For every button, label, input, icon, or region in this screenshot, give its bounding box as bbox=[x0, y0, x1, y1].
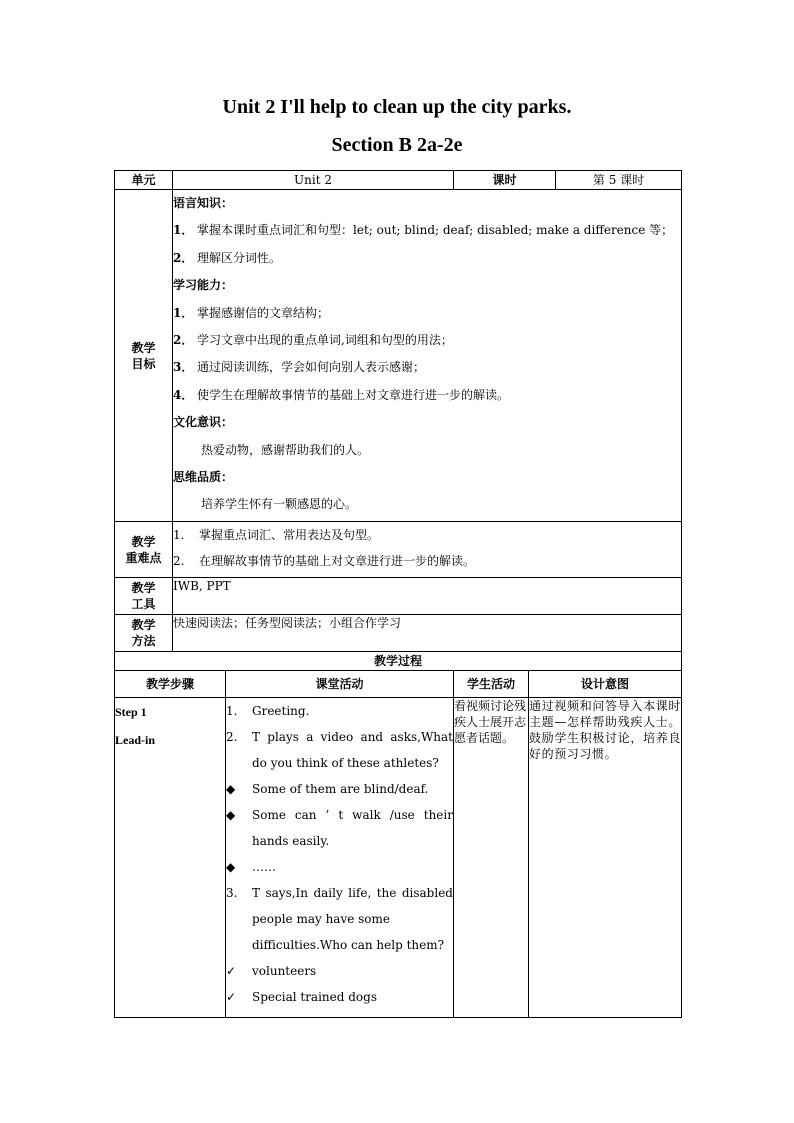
goals-label bbox=[115, 190, 173, 522]
thinking-heading: 思维品质： bbox=[173, 469, 234, 484]
checkmark-icon: ✓ bbox=[226, 964, 237, 978]
ability-item: 1． 掌握感谢信的文章结构； bbox=[173, 305, 330, 320]
key-point-item: 2. 在理解故事情节的基础上对文章进行进一步的解读。 bbox=[173, 554, 476, 568]
step1-number: Step 1 bbox=[115, 705, 147, 719]
key-points-label: 教学 重难点 bbox=[115, 522, 173, 578]
process-heading-row bbox=[115, 652, 682, 671]
bullet-item: ◆ …… bbox=[226, 854, 453, 880]
step1-student-activity: 看视频讨论残疾人士展开志愿者话题。 bbox=[454, 698, 529, 1018]
culture-text: 热爱动物，感谢帮助我们的人。 bbox=[201, 442, 370, 457]
activity-video: 2. T plays a video and asks,What bbox=[226, 730, 453, 744]
goals-row bbox=[115, 190, 682, 522]
tools-label: 教学 工具 bbox=[115, 578, 173, 615]
document-title: Unit 2 I'll help to clean up the city parks. bbox=[222, 96, 572, 118]
process-columns-row bbox=[115, 671, 682, 698]
col-student: 学生活动 bbox=[454, 671, 529, 698]
language-heading: 语言知识： bbox=[173, 196, 234, 210]
thinking-text: 培养学生怀有一颗感恩的心。 bbox=[201, 497, 358, 512]
ability-item: 3． 通过阅读训练，学会如何向别人表示感谢； bbox=[173, 360, 426, 375]
check-item: ✓ volunteers bbox=[226, 958, 453, 984]
step1-label bbox=[115, 698, 226, 1018]
checkmark-icon: ✓ bbox=[226, 990, 237, 1004]
methods-label: 教学 方法 bbox=[115, 615, 173, 652]
methods-value: 快速阅读法；任务型阅读法；小组合作学习 bbox=[173, 615, 682, 652]
unit-label: 单元 bbox=[115, 171, 173, 190]
step1-activities bbox=[226, 698, 454, 1018]
col-design: 设计意图 bbox=[529, 671, 682, 698]
step1-row bbox=[115, 698, 682, 1018]
ability-item: 2． 学习文章中出现的重点单词,词组和句型的用法； bbox=[173, 332, 453, 347]
activity-video-cont: do you think of these athletes? bbox=[252, 756, 439, 770]
bullet-item: ◆ Some can ’ t walk /use their bbox=[226, 802, 453, 828]
activity-says-cont: difficulties.Who can help them? bbox=[252, 938, 445, 952]
period-value: 第 5 课时 bbox=[556, 171, 682, 190]
bullet-item-cont: hands easily. bbox=[252, 834, 330, 848]
ability-heading: 学习能力： bbox=[173, 278, 234, 293]
key-point-item: 1. 掌握重点词汇、常用表达及句型。 bbox=[173, 528, 380, 542]
activity-says: 3. T says,In daily life, the disabled bbox=[226, 886, 453, 900]
activity-says-cont: people may have some bbox=[252, 912, 391, 926]
goals-content bbox=[173, 190, 682, 522]
lesson-plan-table bbox=[114, 170, 682, 1018]
diamond-bullet-icon: ◆ bbox=[226, 860, 236, 874]
diamond-bullet-icon: ◆ bbox=[226, 782, 236, 796]
unit-row bbox=[115, 171, 682, 190]
key-points-row bbox=[115, 522, 682, 578]
bullet-item: ◆ Some of them are blind/deaf. bbox=[226, 776, 453, 802]
step1-design-intent: 通过视频和问答导入本课时主题—怎样帮助残疾人士。鼓励学生积极讨论，培养良好的预习习惯。 bbox=[529, 698, 682, 1018]
methods-row bbox=[115, 615, 682, 652]
col-step: 教学步骤 bbox=[115, 671, 226, 698]
unit-value: Unit 2 bbox=[173, 171, 454, 190]
diamond-bullet-icon: ◆ bbox=[226, 808, 236, 822]
tools-row bbox=[115, 578, 682, 615]
language-item: 2． 理解区分词性。 bbox=[173, 250, 282, 265]
step1-title: Lead-in bbox=[115, 733, 156, 747]
activity-greeting: 1. Greeting. bbox=[226, 704, 310, 718]
document-subtitle: Section B 2a-2e bbox=[331, 134, 463, 156]
tools-value: IWB, PPT bbox=[173, 578, 682, 615]
language-item: 1． 掌握本课时重点词汇和句型：let; out; blind; deaf; disabled; make a difference 等； bbox=[173, 223, 674, 238]
period-label: 课时 bbox=[454, 171, 556, 190]
ability-item: 4． 使学生在理解故事情节的基础上对文章进行进一步的解读。 bbox=[173, 387, 510, 402]
goals-label-text: 教学 目标 bbox=[131, 340, 156, 371]
col-activity: 课堂活动 bbox=[226, 671, 454, 698]
check-item: ✓ Special trained dogs bbox=[226, 984, 453, 1010]
key-points-content bbox=[173, 522, 682, 578]
process-heading: 教学过程 bbox=[115, 652, 682, 671]
culture-heading: 文化意识： bbox=[173, 415, 234, 430]
